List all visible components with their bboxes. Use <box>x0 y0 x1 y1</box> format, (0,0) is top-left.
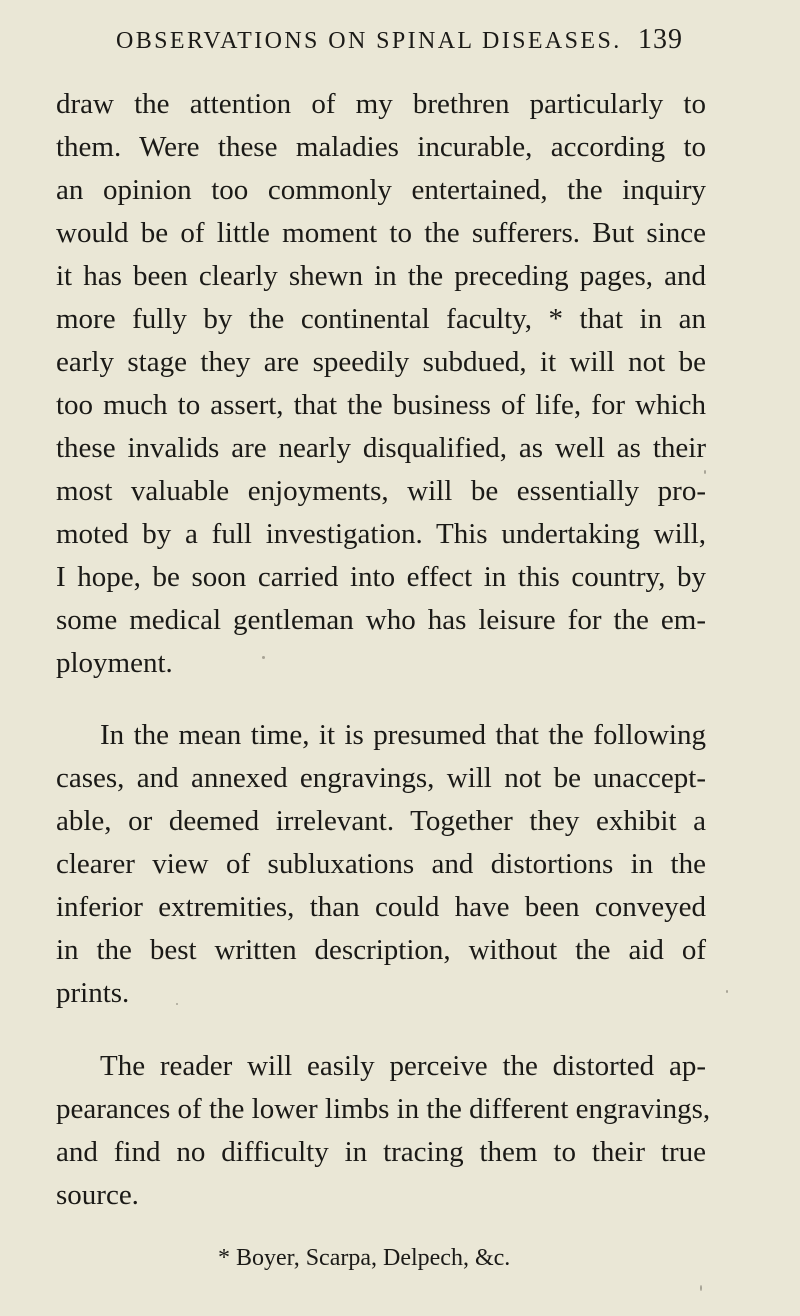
text-line: inferior extremities, than could have been conveyed <box>56 891 706 923</box>
text-line: them. Were these maladies incurable, according to <box>56 131 706 163</box>
running-head: OBSERVATIONS ON SPINAL DISEASES. <box>116 28 622 54</box>
text-line: source. <box>56 1179 139 1211</box>
text-line: prints. <box>56 977 130 1009</box>
text-line: more fully by the continental faculty, * that in an <box>56 303 706 335</box>
text-line: ployment. <box>56 647 173 679</box>
print-speck <box>704 470 706 474</box>
text-line: pearances of the lower limbs in the different engravings, <box>56 1093 711 1125</box>
text-line: In the mean time, it is presumed that the following <box>100 719 706 751</box>
text-line: would be of little moment to the sufferers. But since <box>56 217 706 249</box>
text-line: too much to assert, that the business of life, for which <box>56 389 706 421</box>
text-line: I hope, be soon carried into effect in this country, by <box>56 561 706 593</box>
print-speck <box>726 990 728 993</box>
text-line: these invalids are nearly disqualified, as well as their <box>56 432 706 464</box>
page-number: 139 <box>638 24 683 55</box>
text-line: early stage they are speedily subdued, it will not be <box>56 346 706 378</box>
print-speck <box>176 1003 178 1005</box>
text-line: it has been clearly shewn in the preceding pages, and <box>56 260 706 292</box>
footnote: * Boyer, Scarpa, Delpech, &c. <box>218 1245 511 1271</box>
text-line: an opinion too commonly entertained, the inquiry <box>56 174 706 206</box>
text-line: draw the attention of my brethren particularly to <box>56 88 706 120</box>
print-speck <box>262 656 265 659</box>
text-line: clearer view of subluxations and distortions in the <box>56 848 706 880</box>
text-line: some medical gentleman who has leisure for the em- <box>56 604 706 636</box>
text-line: able, or deemed irrelevant. Together they exhibit a <box>56 805 706 837</box>
print-speck <box>700 1285 702 1291</box>
text-line: in the best written description, without the aid of <box>56 934 706 966</box>
text-line: most valuable enjoyments, will be essentially pro- <box>56 475 706 507</box>
text-line: moted by a full investigation. This undertaking will, <box>56 518 706 550</box>
text-line: cases, and annexed engravings, will not be unaccept- <box>56 762 706 794</box>
text-line: The reader will easily perceive the distorted ap- <box>100 1050 706 1082</box>
page-header <box>0 24 800 64</box>
text-line: and find no difficulty in tracing them to their true <box>56 1136 706 1168</box>
